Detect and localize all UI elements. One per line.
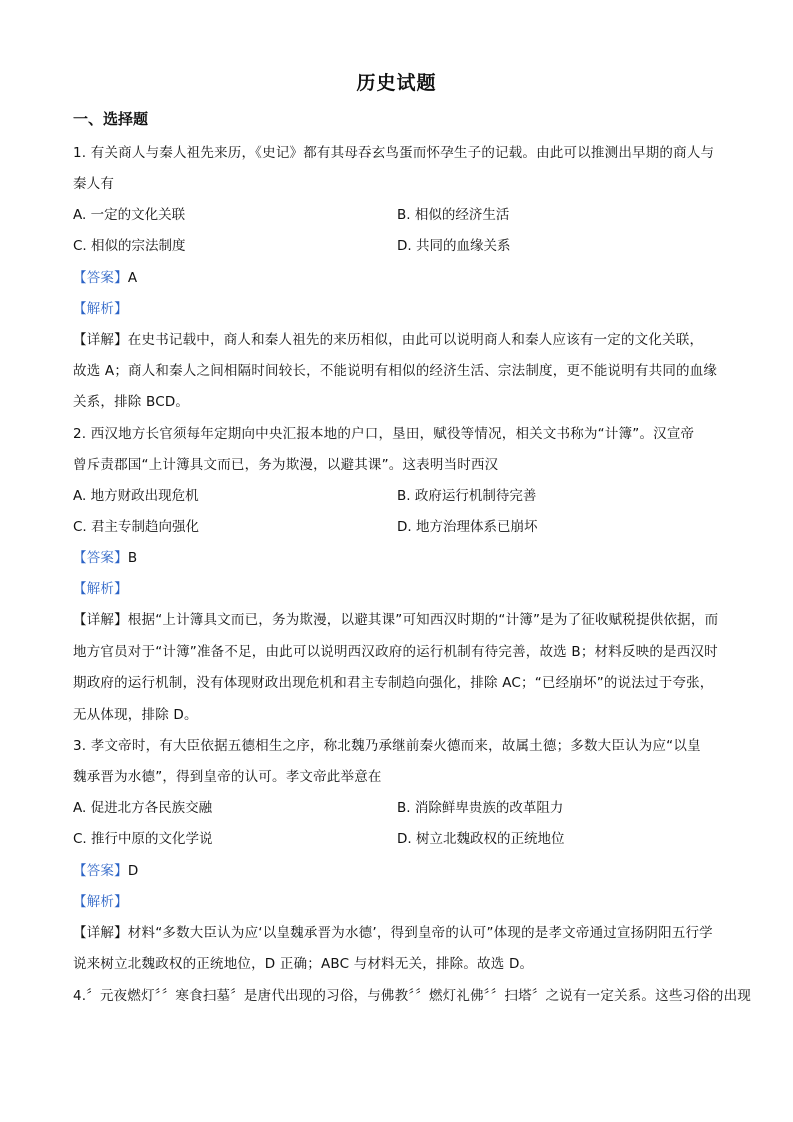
q3-option-d: D. 树立北魏政权的正统地位 <box>397 831 565 847</box>
q1-detail-line3: 关系，排除 BCD。 <box>73 394 190 410</box>
q2-option-a: A. 地方财政出现危机 <box>73 488 199 504</box>
q3-option-c: C. 推行中原的文化学说 <box>73 831 213 847</box>
q1-detail-line2: 故选 A；商人和秦人之间相隔时间较长，不能说明有相似的经济生活、宗法制度，更不能说明有共同的血缘 <box>73 363 718 379</box>
answer-tag: 【答案】 <box>73 863 128 879</box>
answer-value: B <box>127 550 138 566</box>
q3-stem-line1: 3. 孝文帝时，有大臣依据五德相生之序，称北魏乃承继前秦火德而来，故属土德；多数大臣认为应“以皇 <box>73 738 701 754</box>
q2-option-b: B. 政府运行机制待完善 <box>397 488 537 504</box>
q4-stem-line1: 4.〞元夜燃灯〞〞寒食扫墓〞是唐代出现的习俗，与佛教〞〞燃灯礼佛〞〞扫塔〞之说有一定关系。这些习俗的出现 <box>73 988 752 1004</box>
page-title: 历史试题 <box>356 72 437 94</box>
q1-option-a: A. 一定的文化关联 <box>73 207 186 223</box>
section-heading: 一、选择题 <box>73 110 149 128</box>
answer-tag: 【答案】 <box>73 270 128 286</box>
q3-answer <box>73 859 723 879</box>
q3-stem-line2: 魏承晋为水德”，得到皇帝的认可。孝文帝此举意在 <box>73 769 382 785</box>
q2-detail-line1: 【详解】根据“上计簿具文而已，务为欺漫，以避其课”可知西汉时期的“计簿”是为了征收赋税提供依据，而 <box>73 612 719 628</box>
q1-option-d: D. 共同的血缘关系 <box>397 238 511 254</box>
q1-stem-line2: 秦人有 <box>73 176 115 192</box>
q2-stem-line2: 曾斥责郡国“上计簿具文而已，务为欺漫，以避其课”。这表明当时西汉 <box>73 457 499 473</box>
q2-detail-line2: 地方官员对于“计簿”准备不足，由此可以说明西汉政府的运行机制有待完善，故选 B；材料反映的是西汉时 <box>73 644 718 660</box>
q1-answer <box>73 266 723 286</box>
answer-value: D <box>127 863 139 879</box>
answer-tag: 【答案】 <box>73 550 128 566</box>
q3-option-a: A. 促进北方各民族交融 <box>73 800 213 816</box>
q2-detail-line4: 无从体现，排除 D。 <box>73 707 198 723</box>
q1-detail-line1: 【详解】在史书记载中，商人和秦人祖先的来历相似，由此可以说明商人和秦人应该有一定的文化关联， <box>73 332 704 348</box>
q2-answer <box>73 546 723 566</box>
q1-option-b: B. 相似的经济生活 <box>397 207 510 223</box>
q1-analysis-tag: 【解析】 <box>73 301 128 317</box>
q1-stem-line1: 1. 有关商人与秦人祖先来历，《史记》都有其母吞玄鸟蛋而怀孕生子的记载。由此可以推测出早期的商人与 <box>73 145 715 161</box>
q3-option-b: B. 消除鲜卑贵族的改革阻力 <box>397 800 564 816</box>
q2-stem-line1: 2. 西汉地方长官须每年定期向中央汇报本地的户口，垦田，赋役等情况，相关文书称为“计簿”。汉宣帝 <box>73 426 695 442</box>
q3-detail-line1: 【详解】材料“多数大臣认为应‘以皇魏承晋为水德’，得到皇帝的认可”体现的是孝文帝通过宣扬阴阳五行学 <box>73 925 713 941</box>
answer-value: A <box>127 270 138 286</box>
q2-option-c: C. 君主专制趋向强化 <box>73 519 200 535</box>
q3-analysis-tag: 【解析】 <box>73 894 128 910</box>
q2-analysis-tag: 【解析】 <box>73 581 128 597</box>
q2-detail-line3: 期政府的运行机制，没有体现财政出现危机和君主专制趋向强化，排除 AC；“已经崩坏”的说法过于夸张， <box>73 675 714 691</box>
q3-detail-line2: 说来树立北魏政权的正统地位，D 正确；ABC 与材料无关，排除。故选 D。 <box>73 956 534 972</box>
q1-option-c: C. 相似的宗法制度 <box>73 238 186 254</box>
q2-option-d: D. 地方治理体系已崩坏 <box>397 519 538 535</box>
